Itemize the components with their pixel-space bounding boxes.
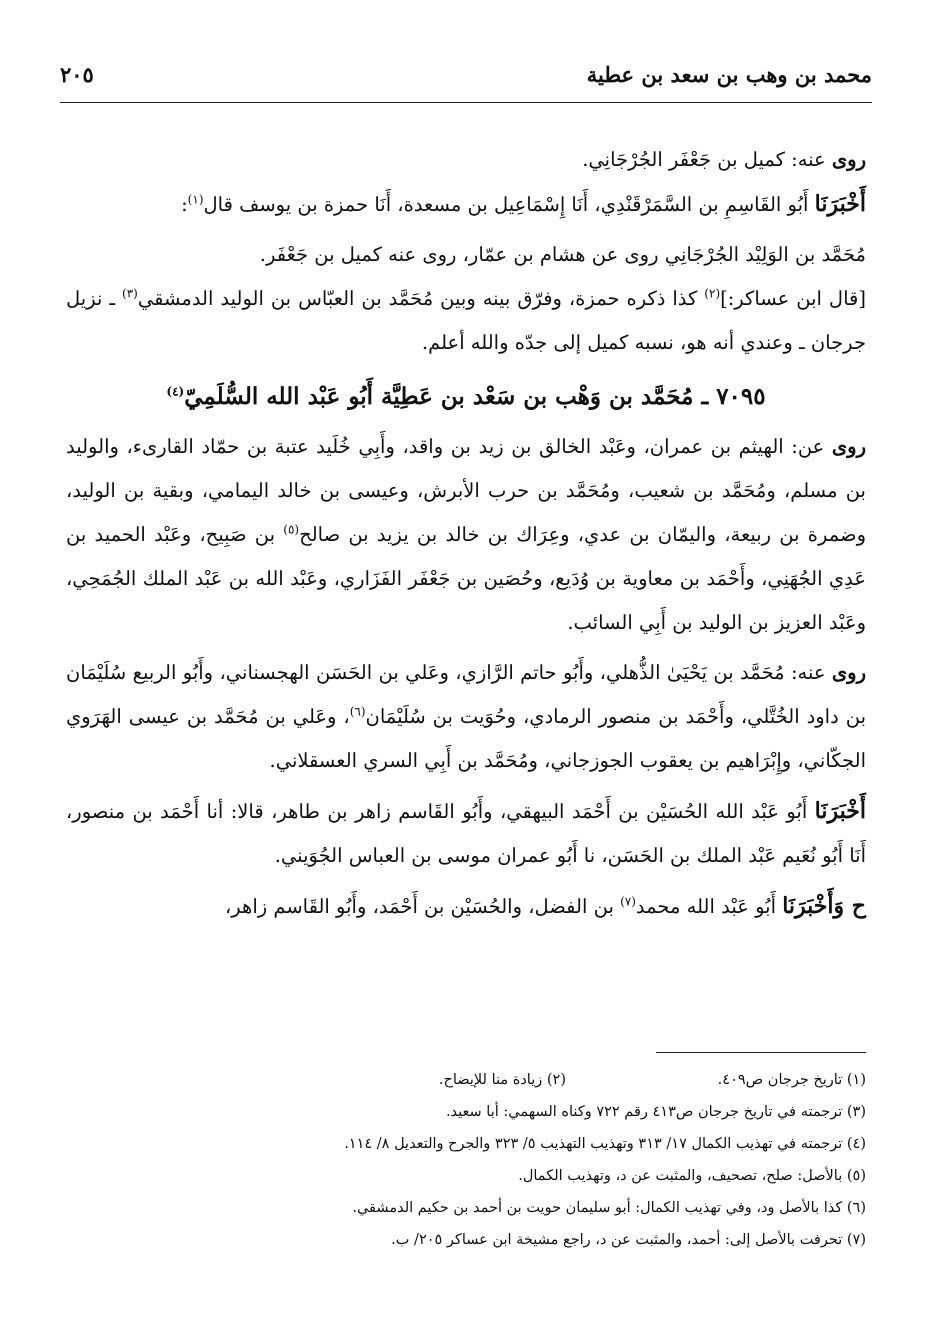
paragraph-text: كذا ذكره حمزة، وفرّق بينه وبين مُحَمَّد بن العبّاس بن الوليد الدمشقي <box>137 287 705 310</box>
entry-heading <box>66 369 866 425</box>
main-text <box>66 138 866 929</box>
footnote-marker[interactable]: (٢) <box>704 286 721 301</box>
page-number: ٢٠٥ <box>60 62 94 87</box>
paragraph-7 <box>66 789 866 878</box>
paragraph-2 <box>66 182 866 227</box>
paragraph-text: [قال ابن عساكر:] <box>720 287 866 310</box>
lead-word: روى <box>831 435 866 458</box>
paragraph-text: ، وعَلي بن مُحَمَّد بن عيسى الهَرَوي الجكّاني، وإِبْرَاهيم بن يعقوب الجوزجاني، ومُحَمَّد بن أَبِي السري العسقلاني. <box>66 705 866 772</box>
footnote-7: (٧) تحرفت بالأصل إلى: أحمد، والمثبت عن د، راجع مشيخة ابن عساكر ٢٠٥/ ب. <box>391 1232 866 1248</box>
footnote-rule <box>656 1052 866 1053</box>
lead-word: روى <box>831 148 866 171</box>
footnote-3: (٣) ترجمته في تاريخ جرجان ص٤١٣ رقم ٧٢٢ وكناه السهمي: أبا سعيد. <box>445 1104 866 1120</box>
footnote-marker[interactable]: (٤) <box>166 384 185 399</box>
footnote-marker[interactable]: (٣) <box>122 286 138 301</box>
lead-word: أَخْبَرَنَا <box>814 191 866 217</box>
paragraph-text: عنه: كميل بن جَعْفَر الجُرْجَانِي. <box>582 148 832 171</box>
paragraph-text: بن الفضل، والحُسَيْن بن أَحْمَد، وأَبُو القَاسم زاهر، <box>225 895 621 918</box>
paragraph-3 <box>66 233 866 277</box>
paragraph-text: بن صَبِيح، وعَبْد الحميد بن عَدِي الجُهَنِي، وأَحْمَد بن معاوية بن وُدَيع، وحُصَين بن جَعْفَر الفَزَاري، وعَبْد الله بن عَبْد الملك الجُمَحِي، وعَبْد العزيز بن الوليد بن أَبِي السائب. <box>66 523 866 634</box>
footnote-row <box>66 1064 866 1096</box>
paragraph-text: عن: الهيثم بن عمران، وعَبْد الخالق بن زيد بن واقد، وأَبِي خُلَيد عتبة بن حمّاد القارىء، والوليد بن مسلم، ومُحَمَّد بن شعيب، ومُحَمَّد بن حرب الأبرش، وعيسى بن خالد اليمامي، وبقية بن الوليد، وضمرة بن ربيعة، واليمّان بن عدي، وعِرَاك بن خالد بن يزيد بن صالح <box>66 435 866 546</box>
paragraph-text: أَبُو عَبْد الله محمد <box>635 895 783 918</box>
lead-word: روى <box>831 661 866 684</box>
entry-heading-text: ٧٠٩٥ ـ مُحَمَّد بن وَهْب بن سَعْد بن عَطِيَّة أَبُو عَبْد الله السُّلَمِيّ <box>184 383 766 410</box>
footnote-6: (٦) كذا بالأصل ود، وفي تهذيب الكمال: أبو سليمان حويت بن أحمد بن حكيم الدمشقي. <box>352 1200 866 1216</box>
footnote-1: (١) تاريخ جرجان ص٤٠٩. <box>717 1072 866 1088</box>
footnotes <box>66 1064 866 1256</box>
paragraph-text: أَبُو القَاسِمِ بن السَّمَرْقَنْدِي، أَنَا إِسْمَاعِيل بن مسعدة، أَنَا حمزة بن يوسف قال <box>203 193 815 216</box>
footnote-marker[interactable]: (١) <box>187 192 204 207</box>
paragraph-4 <box>66 277 866 365</box>
paragraph-1 <box>66 138 866 182</box>
paragraph-text: ـ نزيل جرجان ـ وعندي أنه هو، نسبه كميل إلى جدّه والله أعلم. <box>66 287 866 354</box>
header-rule <box>60 102 872 103</box>
footnote-marker[interactable]: (٥) <box>283 522 300 537</box>
paragraph-text: أَبُو عَبْد الله الحُسَيْن بن أَحْمَد البيهقي، وأَبُو القَاسم زاهر بن طاهر، قالا: أنا أَحْمَد بن منصور، أَنَا أَبُو نُعَيم عَبْد الملك بن الحَسَن، نا أَبُو عمران موسى بن العباس الجُوَيني. <box>66 800 866 867</box>
paragraph-6 <box>66 651 866 783</box>
paragraph-8 <box>66 884 866 929</box>
footnote-5: (٥) بالأصل: صلح، تصحيف، والمثبت عن د، وتهذيب الكمال. <box>518 1168 866 1184</box>
footnote-2: (٢) زيادة منا للإيضاح. <box>438 1072 566 1088</box>
paragraph-5 <box>66 425 866 645</box>
paragraph-text: مُحَمَّد بن الوَلِيْد الجُرْجَانِي روى عن هشام بن عمّار، روى عنه كميل بن جَعْفَر. <box>259 243 866 266</box>
footnote-4: (٤) ترجمته في تهذيب الكمال ١٧/ ٣١٣ وتهذيب التهذيب ٥/ ٣٢٣ والجرح والتعديل ٨/ ١١٤. <box>344 1136 866 1152</box>
paragraph-text: عنه: مُحَمَّد بن يَحْيَىٰ الذُّهلي، وأَبُو حاتم الرَّازي، وعَلي بن الحَسَن الهجسناني، وأَبُو الربيع سُلَيْمَان بن داود الخُتَّلي، وأَحْمَد بن منصور الرمادي، وحُوَيت بن سُلَيْمَان <box>66 661 866 728</box>
header-title: محمد بن وهب بن سعد بن عطية <box>586 62 872 87</box>
lead-word: أَخْبَرَنَا <box>814 798 866 824</box>
running-header <box>60 62 872 102</box>
footnote-marker[interactable]: (٦) <box>349 704 366 719</box>
footnote-marker[interactable]: (٧) <box>620 894 636 909</box>
paragraph-text: : <box>181 193 188 216</box>
lead-word: ح وَأَخْبَرَنَا <box>782 893 866 919</box>
